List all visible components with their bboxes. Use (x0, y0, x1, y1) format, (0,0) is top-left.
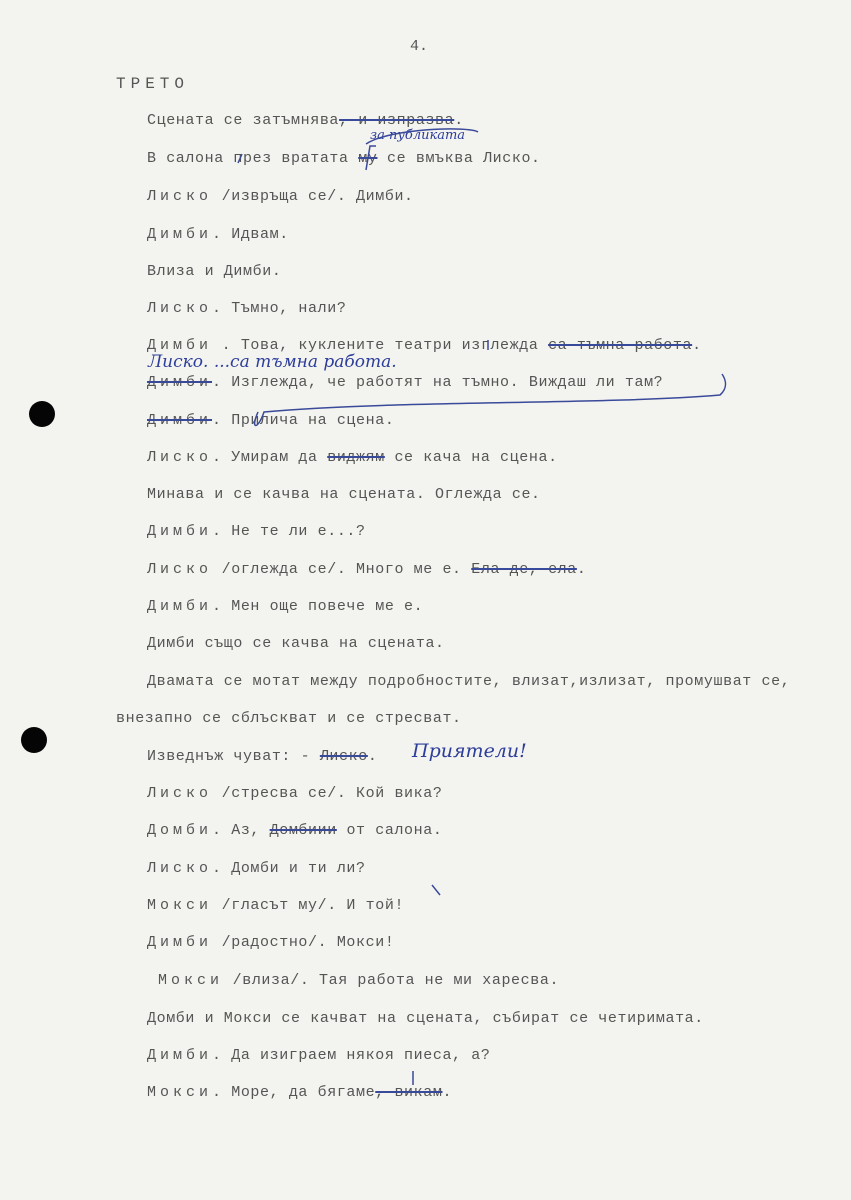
line-text: се вмъква Лиско. (377, 150, 541, 167)
line-text: /радостно/. Мокси! (212, 934, 395, 951)
struck-text: му (358, 150, 378, 167)
speaker-name: Димби (147, 1047, 213, 1064)
line-text: . Не те ли е...? (212, 523, 366, 540)
line-text: . (692, 337, 702, 354)
line-text: . Домби и ти ли? (212, 860, 366, 877)
handwritten-insert-exclaim: Приятели! (412, 740, 527, 762)
line-text: . (454, 112, 464, 129)
struck-text: Домбиии (269, 822, 337, 839)
speaker-name: Димби (147, 934, 213, 951)
speaker-name: Лиско (147, 300, 213, 317)
line-text: . Това, куклените театри изглежда (212, 337, 549, 354)
line-text: . Изглежда, че работят на тъмно. Виждаш ли там? (212, 374, 664, 391)
struck-speaker-name: Димби (147, 412, 213, 429)
struck-text: , викам (375, 1084, 443, 1101)
line-text: Влиза и Димби. (147, 263, 282, 280)
line-text: /стресва се/. Кой вика? (212, 785, 443, 802)
struck-text: виджям (327, 449, 385, 466)
line-text: . Да изиграем някоя пиеса, а? (212, 1047, 491, 1064)
line-text: . Мен още повече ме е. (212, 598, 424, 615)
speaker-name: Димби (147, 523, 213, 540)
speaker-name: Домби (147, 822, 213, 839)
line-text: В салона през вратата (147, 150, 359, 167)
line-text: . Тъмно, нали? (212, 300, 347, 317)
line-text: . (442, 1084, 453, 1101)
line-text: . Прилича на сцена. (212, 412, 395, 429)
line-text: /оглежда се/. Много ме е. (212, 561, 472, 578)
line-text: Димби също се качва на сцената. (147, 635, 445, 652)
scene-heading: ТРЕТО (116, 75, 190, 93)
struck-text: Лиско (319, 748, 368, 765)
handwritten-insert-margin: Лиско. ...са тъмна работа. (148, 352, 397, 372)
page-number: 4. (410, 38, 429, 55)
line-text: Сцената се затъмнява (147, 112, 340, 129)
line-text: внезапно се сблъскват и се стресват. (116, 710, 462, 727)
line-text: . Море, да бягаме (212, 1084, 376, 1101)
line-text: Домби и Мокси се качват на сцената, събират се четиримата. (147, 1010, 704, 1027)
line-text: /извръща се/. Димби. (212, 188, 414, 205)
line-text: /влиза/. Тая работа не ми харесва. (223, 972, 560, 989)
line-text: . Аз, (212, 822, 270, 839)
speaker-name: Лиско (147, 561, 213, 578)
speaker-name: Лиско (147, 785, 213, 802)
speaker-name: Мокси (147, 1084, 213, 1101)
struck-speaker-name: Димби (147, 374, 213, 391)
line-text: Двамата се мотат между подробностите, влизат,излизат, промушват се, (147, 673, 791, 690)
speaker-name: Димби (147, 337, 213, 354)
speaker-name: Мокси (158, 972, 224, 989)
speaker-name: Димби (147, 598, 213, 615)
speaker-name: Лиско (147, 860, 213, 877)
speaker-name: Лиско (147, 188, 213, 205)
line-text: се кача на сцена. (384, 449, 558, 466)
handwritten-insert-top: за публиката (370, 128, 466, 143)
line-text: . Идвам. (212, 226, 289, 243)
line-text: /гласът му/. И той! (212, 897, 405, 914)
struck-text: са тъмна работа (548, 337, 693, 354)
struck-text: , и изпразва (339, 112, 455, 129)
speaker-name: Мокси (147, 897, 213, 914)
line-text: Минава и се качва на сцената. Оглежда се. (147, 486, 541, 503)
line-text: . Умирам да (212, 449, 328, 466)
speaker-name: Лиско (147, 449, 213, 466)
line-text: Изведнъж чуват: - (147, 748, 320, 765)
line-text: . (576, 561, 587, 578)
line-text: от салона. (336, 822, 443, 839)
line-text: . (367, 748, 378, 765)
struck-text: Ела де, ела (471, 561, 577, 578)
speaker-name: Димби (147, 226, 213, 243)
